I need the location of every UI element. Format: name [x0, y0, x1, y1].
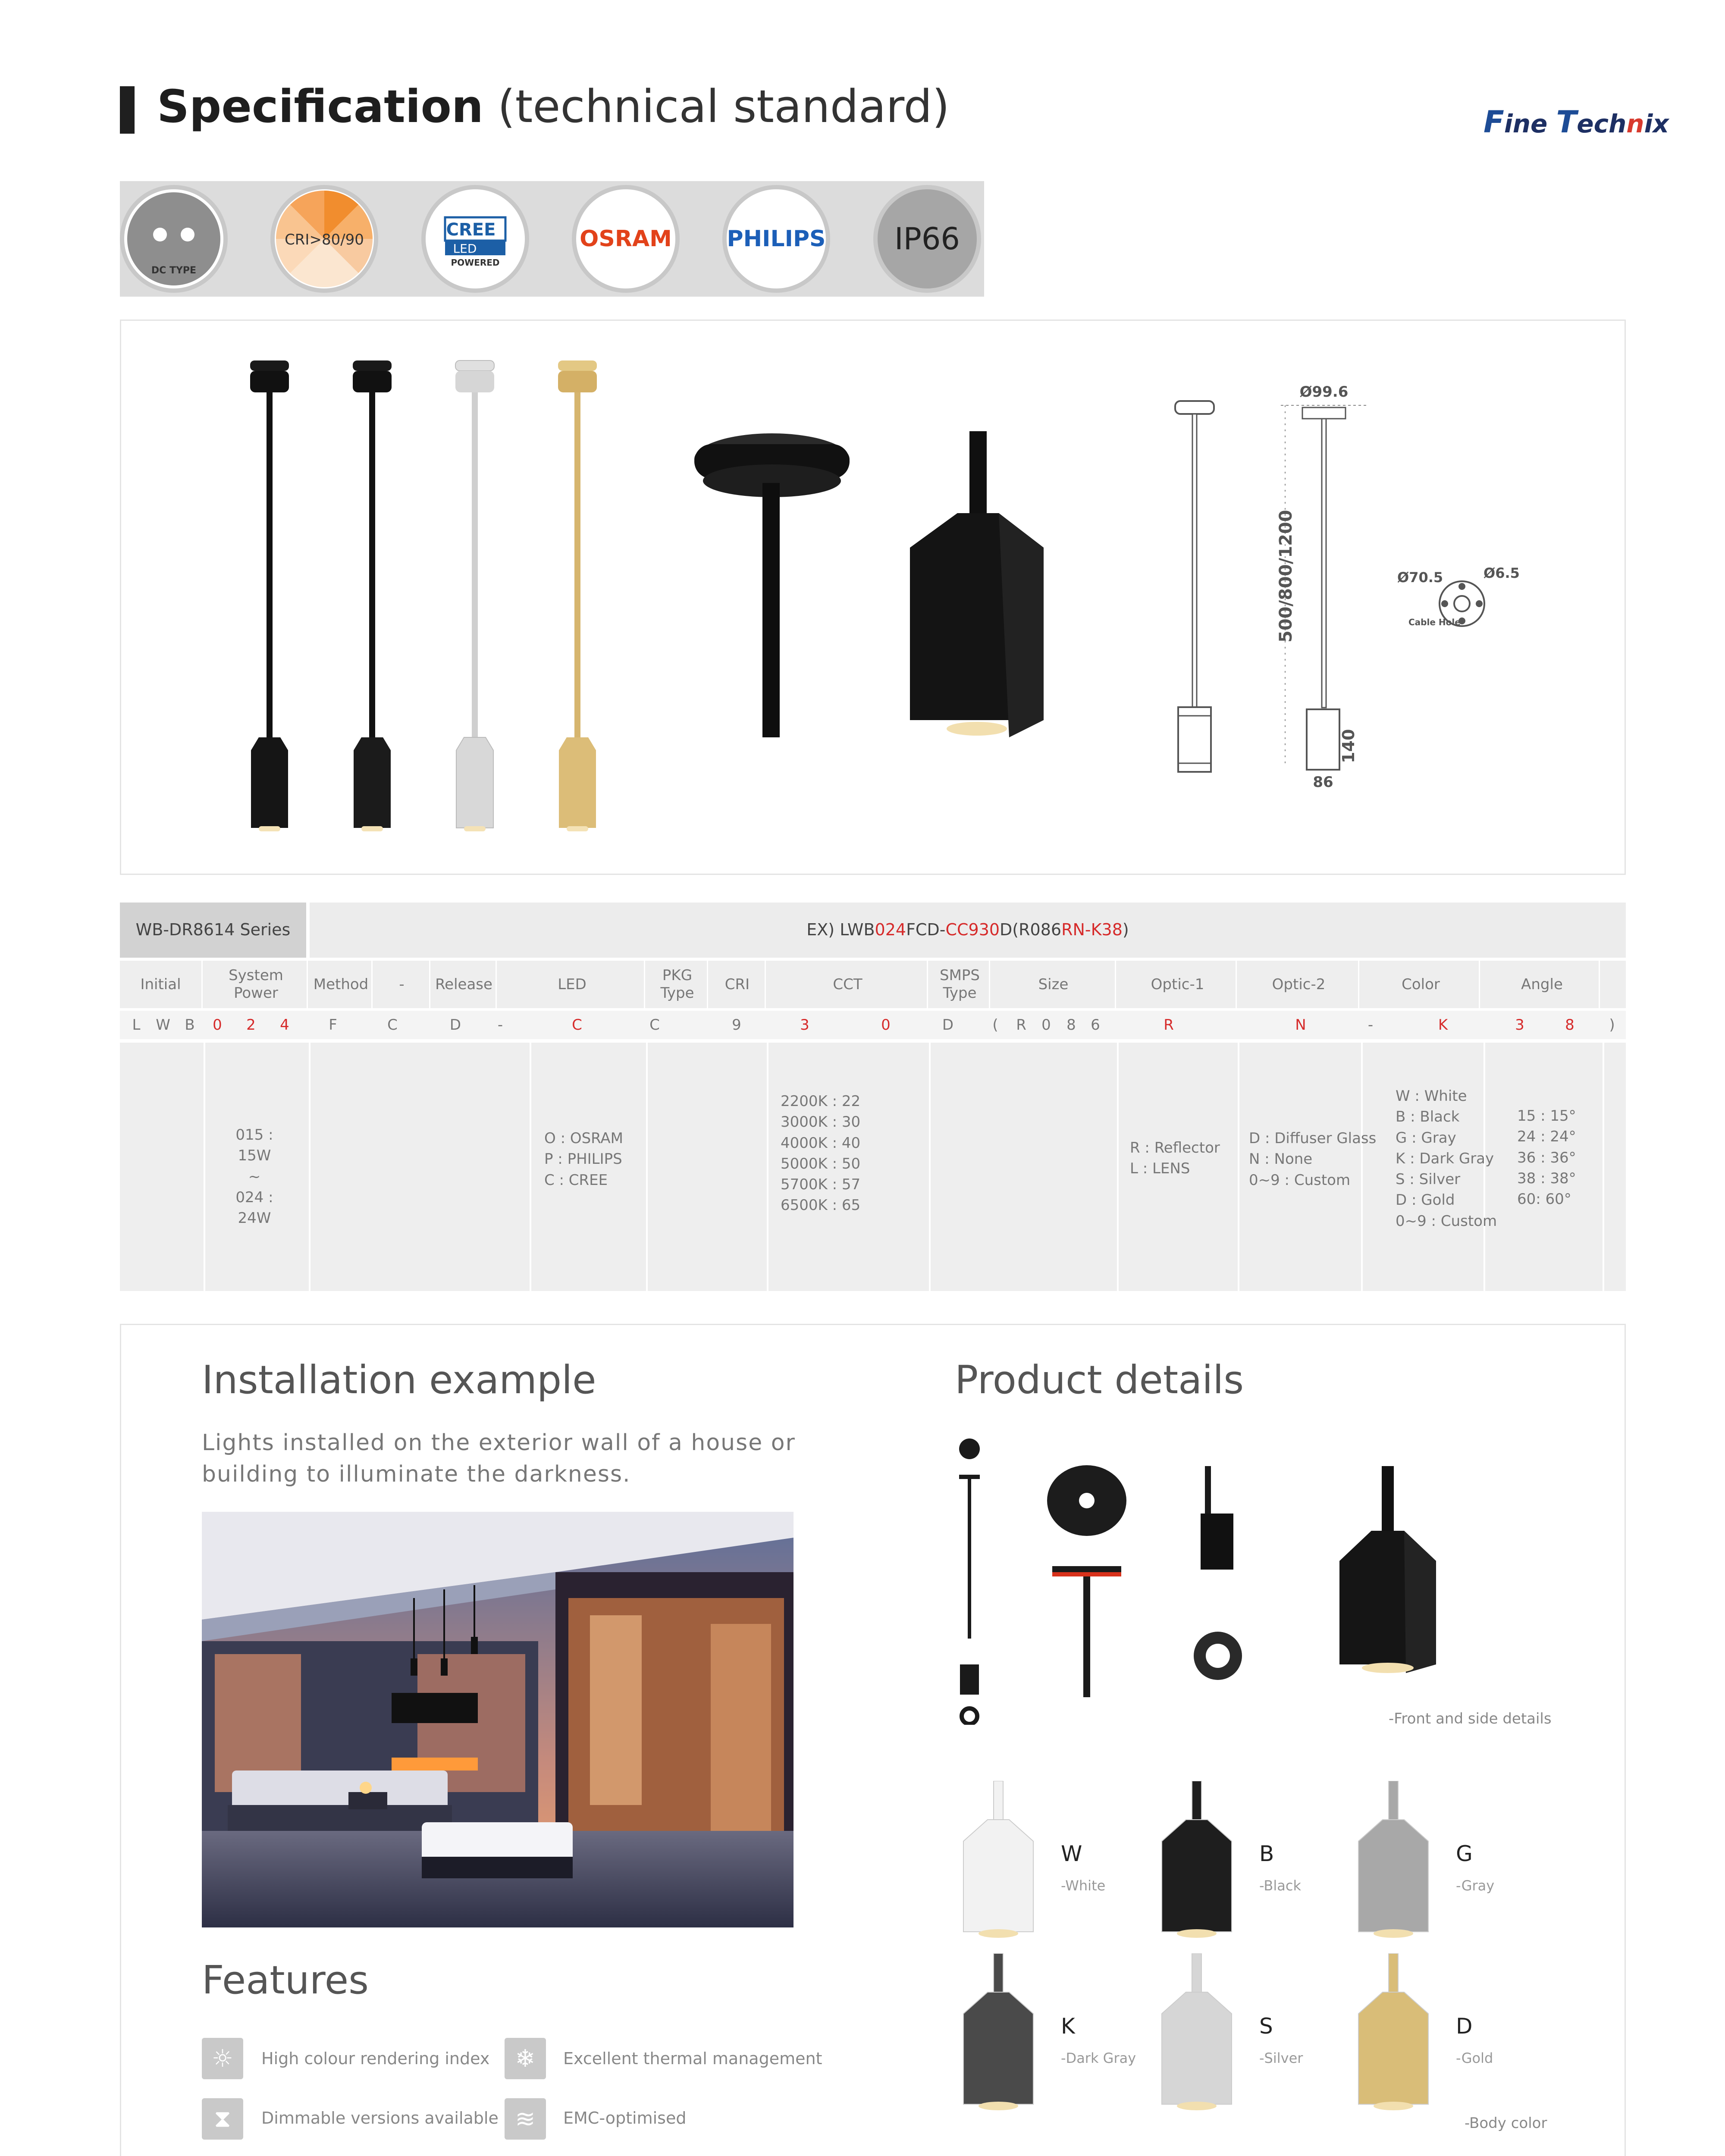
pendant-lineup-image — [224, 354, 656, 845]
osram-badge — [572, 185, 680, 293]
features-title: Features — [202, 1958, 369, 2003]
color-name: -Gray — [1456, 1877, 1495, 1894]
pendant-silver — [455, 360, 494, 831]
front-side-caption: -Front and side details — [1389, 1710, 1552, 1727]
code-cell: 8 — [1565, 1016, 1574, 1034]
code-cell: - — [1367, 1016, 1374, 1034]
header-cell: Method — [310, 961, 373, 1008]
wave-icon: ≋ — [505, 2098, 546, 2140]
desc-led: O : OSRAM P : PHILIPS C : CREE — [544, 1130, 624, 1189]
code-cell: 3 — [1515, 1016, 1524, 1034]
column-divider — [309, 1043, 310, 1291]
color-name: -Black — [1259, 1877, 1301, 1894]
light-bulb-icon: ☼ — [202, 2038, 243, 2079]
installation-text: Lights installed on the exterior wall of a house or building to illuminate the darkness. — [202, 1430, 796, 1487]
ip66-label: IP66 — [894, 221, 960, 257]
feature-thermal: Excellent thermal management — [563, 2049, 822, 2068]
color-code: D — [1456, 2014, 1473, 2039]
cri-badge — [270, 185, 378, 293]
column-divider — [204, 1043, 205, 1291]
header-cell: Optic-2 — [1239, 961, 1359, 1008]
cree-logo — [428, 204, 523, 273]
code-cell: 0 — [881, 1016, 891, 1034]
feature-emc: EMC-optimised — [563, 2109, 687, 2128]
svg-text:DC TYPE: DC TYPE — [151, 265, 197, 276]
code-cell: 9 — [732, 1016, 741, 1034]
dc-type-icon — [126, 191, 221, 286]
color-code: W — [1061, 1841, 1082, 1866]
header-cell: LED — [500, 961, 645, 1008]
column-divider — [646, 1043, 648, 1291]
column-divider — [1117, 1043, 1119, 1291]
product-details-title: Product details — [955, 1357, 1244, 1403]
dc-type-badge — [120, 185, 228, 293]
code-cell: D — [942, 1016, 954, 1034]
color-name: -White — [1061, 1877, 1106, 1894]
series-name: WB-DR8614 Series — [120, 903, 306, 958]
svg-text:LED: LED — [453, 241, 477, 256]
dimension-drawing — [1156, 375, 1544, 832]
code-cell: 3 — [800, 1016, 809, 1034]
column-divider — [767, 1043, 768, 1291]
header-cell: Size — [992, 961, 1116, 1008]
code-cell: K — [1438, 1016, 1448, 1034]
code-cell: F — [329, 1016, 337, 1034]
column-divider — [1238, 1043, 1239, 1291]
header-cell: Optic-1 — [1120, 961, 1237, 1008]
svg-text:CRI>80/90: CRI>80/90 — [285, 231, 364, 248]
column-divider — [530, 1043, 531, 1291]
color-swatch-image — [957, 1953, 1039, 2117]
pendant-black-2 — [353, 360, 392, 831]
code-cell: R — [1016, 1016, 1026, 1034]
color-swatch-image — [957, 1781, 1039, 1945]
desc-optic2: D : Diffuser Glass N : None 0~9 : Custom — [1249, 1130, 1377, 1189]
certification-badge-strip — [120, 181, 984, 297]
code-cell: 2 — [246, 1016, 256, 1034]
header-cell: CRI — [710, 961, 766, 1008]
color-swatch-image — [1156, 1781, 1238, 1945]
brand-logo: Fine Technix — [1484, 104, 1669, 140]
thermometer-icon: ❄ — [505, 2038, 546, 2079]
hourglass-icon: ⧗ — [202, 2098, 243, 2140]
svg-text:140: 140 — [1339, 729, 1358, 763]
code-cell: ( — [992, 1016, 998, 1034]
header-cell: PKG Type — [648, 961, 708, 1008]
code-cell: R — [1164, 1016, 1174, 1034]
philips-badge — [722, 185, 830, 293]
cri-citrus-icon — [275, 189, 374, 288]
code-cell: B — [185, 1016, 195, 1034]
code-cell: 4 — [280, 1016, 289, 1034]
feature-dimmable: Dimmable versions available — [261, 2109, 499, 2128]
code-cell: ) — [1609, 1016, 1615, 1034]
code-cell: C — [649, 1016, 660, 1034]
color-code: S — [1259, 2014, 1273, 2039]
color-swatch-image — [1352, 1953, 1434, 2117]
code-cell: W — [156, 1016, 170, 1034]
installation-photo — [202, 1512, 794, 1927]
desc-system-power: 015 : 15W ~ 024 : 24W — [235, 1126, 273, 1227]
svg-text:86: 86 — [1313, 774, 1333, 791]
feature-cri: High colour rendering index — [261, 2049, 490, 2068]
svg-text:Cable Hole: Cable Hole — [1408, 617, 1461, 627]
color-swatch-image — [1156, 1953, 1238, 2117]
svg-text:CREE: CREE — [446, 220, 496, 240]
code-row-bg — [120, 1011, 1626, 1039]
code-cell: D — [449, 1016, 461, 1034]
svg-text:Ø70.5: Ø70.5 — [1397, 569, 1443, 586]
column-divider — [929, 1043, 931, 1291]
title-accent-bar — [120, 86, 135, 134]
color-swatch-image — [1352, 1781, 1434, 1945]
code-cell: L — [132, 1016, 141, 1034]
body-color-caption: -Body color — [1465, 2115, 1547, 2132]
header-cell: Color — [1363, 961, 1480, 1008]
cree-badge — [421, 185, 529, 293]
header-cell: Release — [432, 961, 497, 1008]
desc-cct: 2200K : 22 3000K : 30 4000K : 40 5000K : 50 5700K : 57 6500K : 65 — [781, 1093, 861, 1214]
code-cell: 0 — [1041, 1016, 1051, 1034]
code-cell: - — [497, 1016, 503, 1034]
header-cell: SMPS Type — [931, 961, 990, 1008]
pendant-gold — [558, 360, 597, 831]
example-code: EX) LWB 024 FCD- CC 930 D(R086 RN-K38 ) — [310, 903, 1626, 958]
pendant-black-1 — [250, 360, 289, 831]
svg-text:Ø6.5: Ø6.5 — [1484, 565, 1520, 581]
color-name: -Dark Gray — [1061, 2050, 1136, 2066]
osram-logo: OSRAM — [580, 226, 672, 252]
color-name: -Silver — [1259, 2050, 1303, 2066]
code-cell: 6 — [1091, 1016, 1100, 1034]
svg-text:Ø99.6: Ø99.6 — [1299, 383, 1349, 401]
code-cell: C — [387, 1016, 398, 1034]
code-cell: C — [572, 1016, 582, 1034]
code-cell: 8 — [1066, 1016, 1076, 1034]
philips-logo: PHILIPS — [727, 226, 826, 252]
header-cell: Initial — [120, 961, 203, 1008]
svg-text:500/800/1200: 500/800/1200 — [1276, 510, 1296, 642]
color-name: -Gold — [1456, 2050, 1493, 2066]
desc-optic1: R : Reflector L : LENS — [1130, 1139, 1220, 1178]
page-title: Specification (technical standard) — [157, 80, 950, 133]
installation-title: Installation example — [202, 1357, 596, 1403]
product-parts-image — [949, 1432, 1552, 1725]
header-cell: System Power — [205, 961, 308, 1008]
code-cell: 0 — [213, 1016, 222, 1034]
ip66-badge — [873, 185, 981, 293]
header-cell: CCT — [768, 961, 928, 1008]
desc-color: W : White B : Black G : Gray K : Dark Gray S : Silver D : Gold 0~9 : Custom — [1396, 1087, 1497, 1230]
svg-text:POWERED: POWERED — [451, 257, 500, 268]
header-cell: - — [374, 961, 430, 1008]
desc-angle: 15 : 15° 24 : 24° 36 : 36° 38 : 38° 60: 60° — [1517, 1107, 1576, 1208]
color-code: G — [1456, 1841, 1473, 1866]
color-code: K — [1061, 2014, 1075, 2039]
column-divider — [1603, 1043, 1604, 1291]
color-code: B — [1259, 1841, 1274, 1866]
header-cell: Angle — [1485, 961, 1600, 1008]
closeup-product-image — [690, 427, 1070, 755]
code-cell: N — [1295, 1016, 1306, 1034]
